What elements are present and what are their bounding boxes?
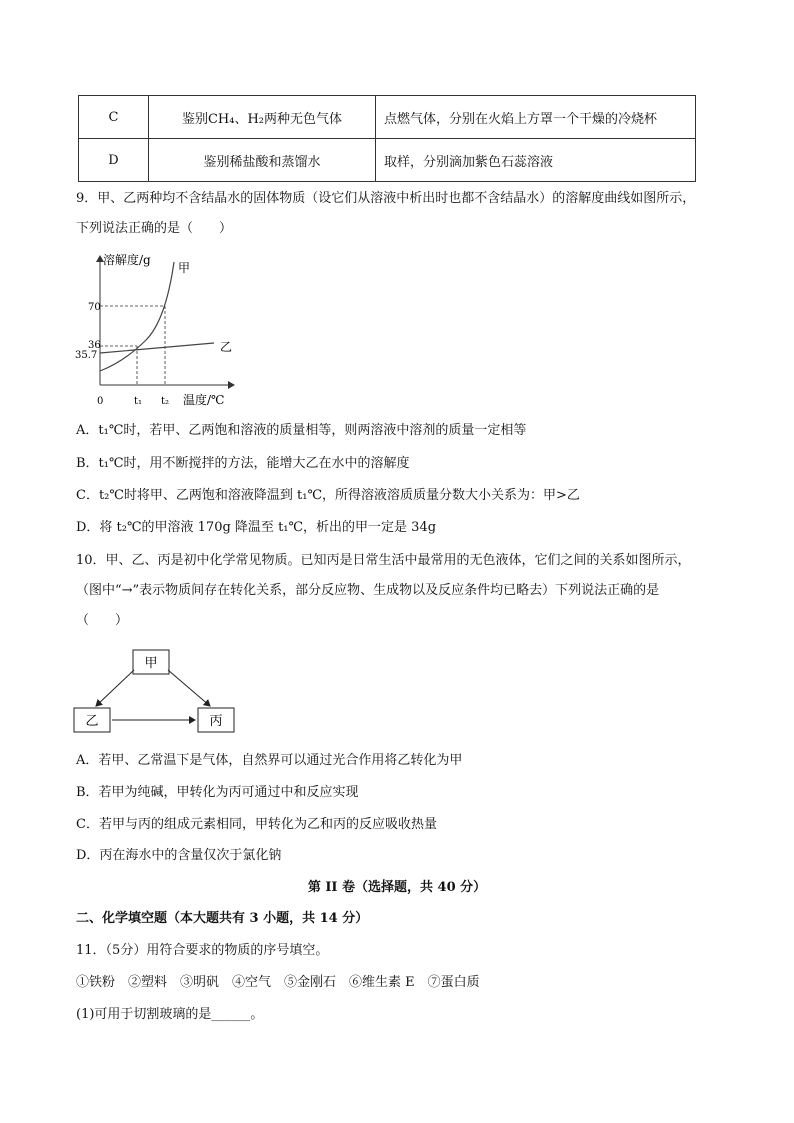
q10-option-c: C．若甲与丙的组成元素相同，甲转化为乙和丙的反应吸收热量 (76, 817, 437, 832)
label-yi: 乙 (85, 714, 99, 729)
xtick-t2: t₂ (161, 396, 170, 407)
series-yi-label: 乙 (220, 340, 233, 354)
q10-stem-line3: （ ） (76, 613, 129, 628)
ytick-36: 36 (88, 340, 101, 351)
q9-option-b: B．t₁℃时，用不断搅拌的方法，能增大乙在水中的溶解度 (76, 456, 410, 471)
q10-stem-line2: （图中“→”表示物质间存在转化关系，部分反应物、生成物以及反应条件均已略去）下列说法正确的是 (76, 583, 660, 598)
origin-label: 0 (97, 396, 104, 407)
q11-sub1: (1)可用于切割玻璃的是______。 (76, 1007, 264, 1022)
q9-stem-line2: 下列说法正确的是（ ） (76, 221, 233, 236)
arrow-jia-yi (96, 670, 134, 706)
table-cell-method: 点燃气体，分别在火焰上方罩一个干燥的冷烧杯 (376, 96, 696, 139)
arrow-jia-bing (168, 670, 210, 706)
table-row (79, 96, 696, 139)
q10-option-a: A．若甲、乙常温下是气体，自然界可以通过光合作用将乙转化为甲 (76, 753, 463, 768)
q11-choices: ①铁粉 ②塑料 ③明矾 ④空气 ⑤金刚石 ⑥维生素 E ⑦蛋白质 (76, 975, 480, 990)
table-row (79, 139, 696, 182)
curve-yi (100, 343, 214, 353)
section2-title: 二、化学填空题（本大题共有 3 小题，共 14 分） (76, 911, 369, 926)
label-jia: 甲 (144, 656, 158, 671)
y-axis-label: 溶解度/g (103, 253, 151, 267)
curve-jia (100, 262, 174, 371)
table-cell-label: D (79, 139, 149, 182)
table-cell-item: 鉴别稀盐酸和蒸馏水 (149, 139, 376, 182)
table-cell-item: 鉴别CH₄、H₂两种无色气体 (149, 96, 376, 139)
q9-option-c: C．t₂℃时将甲、乙两饱和溶液降温到 t₁℃，所得溶液溶质质量分数大小关系为：甲>乙 (76, 488, 580, 503)
q10-option-d: D．丙在海水中的含量仅次于氯化钠 (76, 848, 282, 863)
label-bing: 丙 (209, 714, 223, 729)
q11-stem: 11．（5分）用符合要求的物质的序号填空。 (76, 943, 329, 958)
q10-option-b: B．若甲为纯碱，甲转化为丙可通过中和反应实现 (76, 785, 359, 800)
xtick-t1: t₁ (134, 396, 143, 407)
ytick-35-7: 35.7 (75, 350, 98, 361)
conversion-diagram (72, 648, 242, 734)
options-table (78, 95, 696, 182)
table-cell-method: 取样，分别滴加紫色石蕊溶液 (376, 139, 696, 182)
ytick-70: 70 (88, 302, 101, 313)
q9-option-d: D．将 t₂℃的甲溶液 170g 降温至 t₁℃，析出的甲一定是 34g (76, 520, 437, 535)
q9-option-a: A．t₁℃时，若甲、乙两饱和溶液的质量相等，则两溶液中溶剂的质量一定相等 (76, 423, 527, 438)
table-cell-label: C (79, 96, 149, 139)
part2-title: 第 II 卷（选择题，共 40 分） (307, 880, 487, 895)
x-axis-label: 温度/℃ (183, 393, 225, 407)
q10-stem-line1: 10．甲、乙、丙是初中化学常见物质。已知丙是日常生活中最常用的无色液体，它们之间的关系如图所示， (76, 553, 691, 568)
solubility-graph (75, 250, 248, 412)
series-jia-label: 甲 (178, 261, 191, 275)
q9-stem-line1: 9．甲、乙两种均不含结晶水的固体物质（设它们从溶液中析出时也都不含结晶水）的溶解度曲线如图所示， (76, 191, 696, 206)
